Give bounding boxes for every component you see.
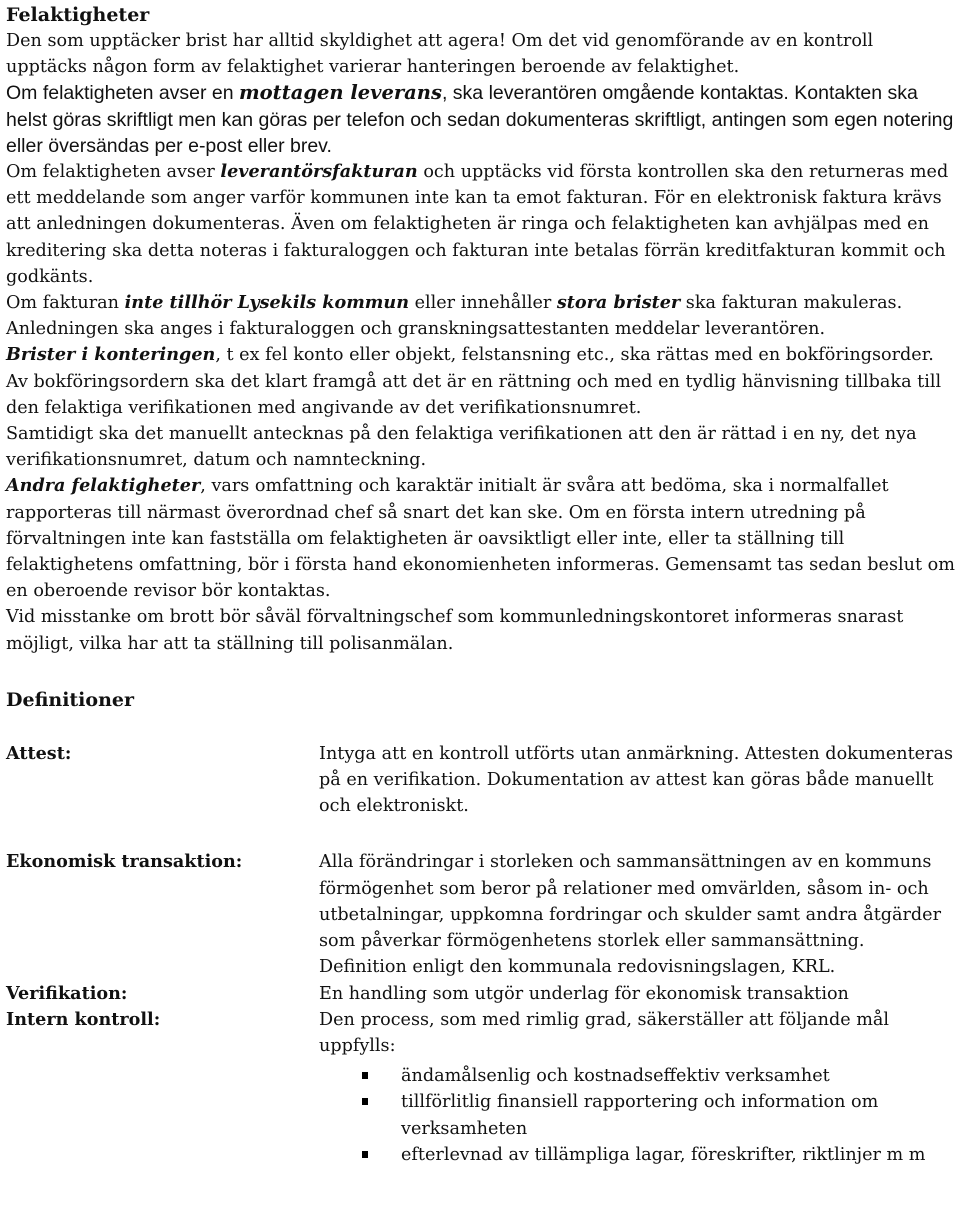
document-page [6,0,956,1168]
definition-term: Intern kontroll: [6,1008,161,1030]
list-item-text: tillförlitlig finansiell rapportering och information om verksamheten [401,1092,879,1139]
p4-pre: Om fakturan [6,293,125,314]
definition-text: Alla förändringar i storleken och sammansättningen av en kommuns förmögenhet som beror på relationer med omvärlden, såsom in- och utbetalningar, uppkomna fordringar och skulder samt andra åtgärder som påverkar förmögenhetens storlek eller sammansättning. Definition enligt den kommunala redovisningslagen, KRL. [319,852,942,978]
p7-post: , vars omfattning och karaktär initialt är svåra att bedöma, ska i normalfallet rapporteras till närmast överordnad chef så snart det kan ske. Om en första intern utredning på förvaltningen inte kan fastställa om felaktigheten är oavsiktligt eller inte, eller ta ställning till felaktighetens omfattning, bör i första hand ekonomienheten informeras. Gemensamt tas sedan beslut om en oberoende revisor bör kontaktas. [6,476,955,602]
paragraph-7 [6,473,956,604]
p2-post: , ska leverantören omgående kontaktas. Kontakten ska helst göras skriftligt men kan göras per telefon och sedan dokumenteras skriftligt, antingen som egen notering eller översändas per e-post eller brev. [6,82,954,157]
definition-ekonomisk-transaktion [6,849,956,980]
definition-term: Verifikation: [6,982,128,1004]
definition-term: Ekonomisk transaktion: [6,851,243,873]
section-title-definitioner: Definitioner [6,688,134,711]
p4-emphasis-2: stora brister [556,292,681,314]
paragraph-2 [6,80,956,159]
square-bullet-icon [362,1151,368,1158]
p3-pre: Om felaktigheten avser [6,162,221,183]
section-title-felaktigheter: Felaktigheter [6,4,150,26]
p3-emphasis: leverantörsfakturan [220,161,418,183]
p2-emphasis: mottagen leverans [239,81,442,105]
p4-emphasis-1: inte tillhör Lysekils kommun [124,292,410,314]
definition-intern-kontroll [6,1007,956,1168]
definition-verifikation [6,981,956,1007]
definition-term: Attest: [6,742,72,764]
paragraph-1: Den som upptäcker brist har alltid skyldighet att agera! Om det vid genomförande av en kontroll upptäcks någon form av felaktighet varierar hanteringen beroende av felaktighet. [6,31,874,78]
square-bullet-icon [362,1072,368,1079]
paragraph-6: Samtidigt ska det manuellt antecknas på den felaktiga verifikationen att den är rättad i en ny, det nya verifikationsnumret, datum och namnteckning. [6,424,917,471]
p5-emphasis: Brister i konteringen [6,344,216,366]
definition-attest [6,741,956,820]
list-item [319,1089,956,1141]
definition-text-wrap [319,1007,956,1168]
p4-post: ska fakturan makuleras. Anledningen ska anges i fakturaloggen och granskningsattestanten meddelar leverantören. [6,293,903,340]
paragraph-3 [6,159,956,290]
square-bullet-icon [362,1098,368,1105]
list-item [319,1142,956,1168]
p4-mid: eller innehåller [409,293,557,314]
paragraph-4 [6,290,956,342]
p7-emphasis: Andra felaktigheter [6,475,201,497]
list-item-text: ändamålsenlig och kostnadseffektiv verksamhet [401,1066,830,1087]
list-item [319,1063,956,1089]
p5-post: , t ex fel konto eller objekt, felstansning etc., ska rättas med en bokföringsorder. Av bokföringsordern ska det klart framgå att det är en rättning och med en tydlig hänvisning tillbaka till den felaktiga verifikationen med angivande av det verifikationsnumret. [6,345,942,418]
paragraph-8: Vid misstanke om brott bör såväl förvaltningschef som kommunledningskontoret informeras snarast möjligt, vilka har att ta ställning till polisanmälan. [6,607,904,654]
definitions-list [6,741,956,1168]
p3-post: och upptäcks vid första kontrollen ska den returneras med ett meddelande som anger varför kommunen inte kan ta emot fakturan. För en elektronisk faktura krävs att anledningen dokumenteras. Även om felaktigheten är ringa och felaktigheten kan avhjälpas med en kreditering ska detta noteras i fakturaloggen och fakturan inte betalas förrän kreditfakturan kommit och godkänts. [6,162,949,287]
p2-pre: Om felaktigheten avser en [6,82,240,105]
definition-text: En handling som utgör underlag för ekonomisk transaktion [319,983,849,1004]
paragraph-5 [6,342,956,421]
definition-text: Intyga att en kontroll utförts utan anmärkning. Attesten dokumenteras på en verifikation. Dokumentation av attest kan göras både manuellt och elektroniskt. [319,743,953,817]
list-item-text: efterlevnad av tillämpliga lagar, föreskrifter, riktlinjer m m [401,1144,926,1165]
goals-bullet-list [319,1063,956,1168]
definition-text: Den process, som med rimlig grad, säkerställer att följande mål uppfylls: [319,1009,890,1056]
